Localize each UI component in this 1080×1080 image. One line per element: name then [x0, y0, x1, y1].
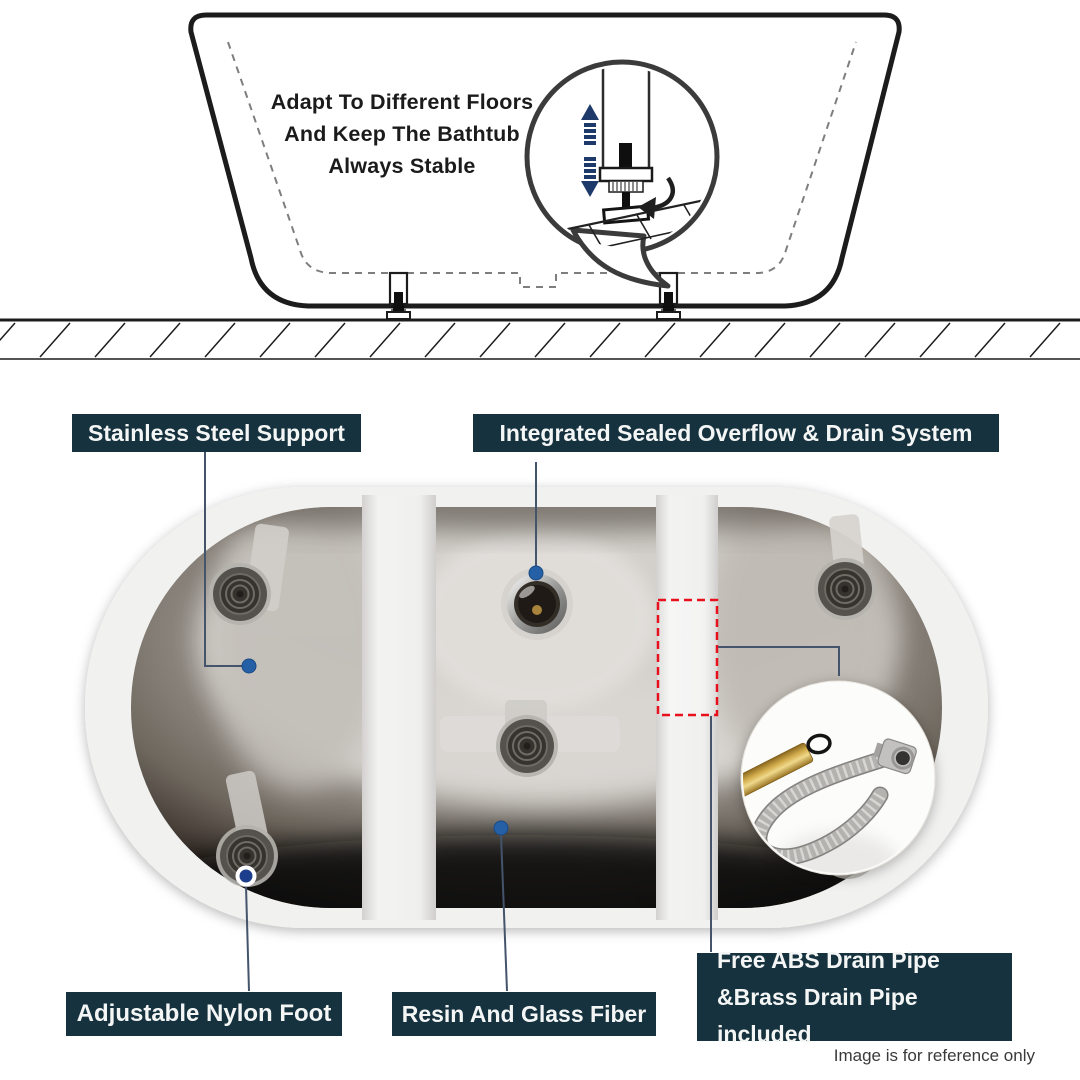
foot-stem: [619, 143, 632, 169]
caption-line-2: And Keep The Bathtub: [284, 122, 520, 146]
dot-nylon: [240, 870, 253, 883]
label-text: Integrated Sealed Overflow & Drain System: [499, 419, 973, 446]
tub-foot-left: [387, 273, 410, 319]
nylon-foot-top-left: [209, 563, 271, 625]
label-text: Stainless Steel Support: [88, 419, 345, 446]
label-text-line-1: Free ABS Drain Pipe: [717, 946, 940, 973]
label-text-line-2: &Brass Drain Pipe included: [717, 983, 918, 1047]
label-overflow-drain-system: [473, 414, 999, 452]
threaded-nut: [609, 181, 643, 192]
reference-footnote: Image is for reference only: [833, 1046, 1035, 1065]
hatch-lines: [0, 323, 1060, 357]
dot-resin: [494, 821, 508, 835]
nylon-foot-top-right: [814, 558, 876, 620]
support-rail-left: [362, 495, 436, 920]
label-free-drain-pipe: [697, 946, 1012, 1047]
label-stainless-steel-support: [72, 414, 361, 452]
label-text: Resin And Glass Fiber: [401, 1000, 647, 1027]
dot-overflow: [529, 566, 543, 580]
floor-hatching: [0, 320, 1080, 359]
highlight-dashed-box: [658, 600, 717, 715]
label-resin-glass-fiber: [392, 992, 656, 1036]
dot-stainless: [242, 659, 256, 673]
label-text: Adjustable Nylon Foot: [76, 1000, 332, 1027]
label-adjustable-nylon-foot: [66, 992, 342, 1036]
nylon-foot-center: [496, 715, 558, 777]
caption-line-1: Adapt To Different Floors: [270, 90, 534, 114]
nut-threads: [613, 182, 637, 191]
mount-plate: [600, 168, 652, 181]
caption-line-3: Always Stable: [328, 154, 476, 178]
top-caption: [248, 86, 556, 182]
